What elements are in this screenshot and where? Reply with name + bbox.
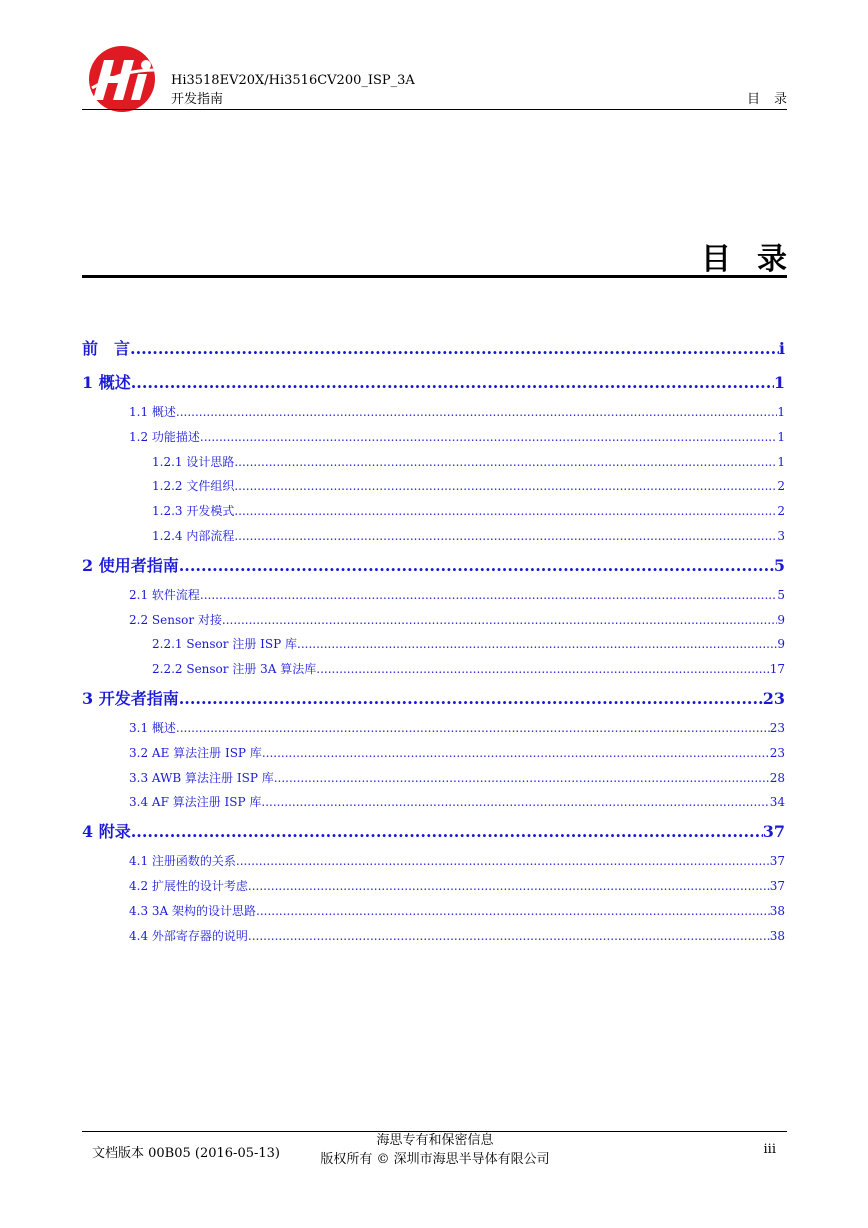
toc-leader-dots	[176, 716, 770, 741]
toc-entry-page: 28	[769, 770, 785, 785]
toc-entry[interactable]	[82, 450, 785, 475]
toc-leader-dots	[176, 400, 777, 425]
toc-leader-dots	[236, 849, 770, 874]
doc-version: 文档版本 00B05 (2016-05-13)	[92, 1146, 280, 1161]
toc-entry-label: 2.2 Sensor 对接	[129, 612, 222, 627]
toc-entry[interactable]	[82, 425, 785, 450]
toc-entry-label: 4.1 注册函数的关系	[129, 854, 236, 869]
toc-entry-page: 38	[769, 928, 785, 943]
toc-leader-dots	[234, 499, 777, 524]
toc-entry-page: 3	[777, 528, 785, 543]
toc-leader-dots	[200, 425, 777, 450]
toc-leader-dots	[234, 450, 777, 475]
toc-entry-page: 1	[777, 405, 785, 419]
toc-entry-page: 5	[777, 587, 785, 602]
toc-leader-dots	[234, 524, 777, 549]
table-of-contents	[82, 332, 785, 948]
toc-entry-page: 37	[762, 822, 785, 842]
toc-entry-label: 1.1 概述	[129, 405, 176, 419]
toc-entry-label: 3 开发者指南	[82, 688, 179, 708]
logo-graphic	[86, 44, 158, 114]
toc-entry-label: 2.2.2 Sensor 注册 3A 算法库	[152, 662, 317, 677]
toc-entry[interactable]	[82, 474, 785, 499]
toc-entry-page: 9	[777, 637, 785, 652]
title-rule	[82, 275, 787, 278]
toc-entry[interactable]	[82, 583, 785, 608]
toc-entry-label: 前 言	[82, 339, 131, 358]
hisilicon-logo	[86, 44, 158, 114]
toc-entry[interactable]	[82, 899, 785, 924]
toc-entry[interactable]	[82, 332, 785, 366]
toc-entry[interactable]	[82, 499, 785, 524]
toc-leader-dots	[262, 741, 770, 766]
page-title: 目录	[701, 242, 813, 277]
toc-leader-dots	[297, 632, 777, 657]
toc-leader-dots	[248, 874, 770, 899]
toc-entry-page: 23	[769, 720, 785, 735]
toc-entry-page: 38	[769, 903, 785, 918]
toc-entry[interactable]	[82, 657, 785, 682]
toc-entry-label: 4.2 扩展性的设计考虑	[129, 878, 248, 893]
toc-entry-page: 2	[777, 504, 785, 519]
toc-entry-page: 2	[777, 479, 785, 494]
toc-leader-dots	[234, 474, 777, 499]
toc-entry-label: 1 概述	[82, 373, 131, 392]
toc-entry-label: 2.1 软件流程	[129, 587, 200, 602]
toc-entry-label: 1.2.3 开发模式	[152, 504, 235, 519]
toc-entry-label: 4.3 3A 架构的设计思路	[129, 903, 257, 918]
toc-entry[interactable]	[82, 815, 785, 849]
toc-leader-dots	[261, 790, 769, 815]
toc-entry-label: 3.2 AE 算法注册 ISP 库	[129, 745, 262, 760]
toc-entry[interactable]	[82, 549, 785, 583]
toc-entry[interactable]	[82, 874, 785, 899]
page-number: iii	[763, 1142, 776, 1157]
toc-entry-label: 3.3 AWB 算法注册 ISP 库	[129, 770, 274, 785]
toc-entry-label: 4 附录	[82, 822, 131, 842]
toc-leader-dots	[222, 608, 777, 633]
toc-leader-dots	[274, 766, 770, 791]
toc-entry[interactable]	[82, 924, 785, 949]
toc-entry-page: 34	[769, 795, 785, 810]
confidential-notice: 海思专有和保密信息	[376, 1133, 494, 1148]
toc-entry[interactable]	[82, 741, 785, 766]
toc-entry[interactable]	[82, 716, 785, 741]
toc-entry-page: 23	[762, 688, 785, 708]
toc-entry-page: 1	[777, 429, 785, 444]
toc-leader-dots	[179, 682, 763, 716]
toc-leader-dots	[131, 366, 774, 400]
toc-entry-label: 2 使用者指南	[82, 555, 179, 575]
toc-entry-page: 17	[769, 662, 785, 677]
toc-entry[interactable]	[82, 849, 785, 874]
toc-entry-label: 3.1 概述	[129, 720, 176, 735]
toc-entry[interactable]	[82, 366, 785, 400]
toc-leader-dots	[248, 924, 770, 949]
header-rule	[82, 109, 787, 110]
toc-entry[interactable]	[82, 632, 785, 657]
footer-center	[300, 1131, 570, 1169]
toc-entry-page: 1	[777, 454, 785, 469]
doc-subtitle: 开发指南	[171, 92, 224, 107]
toc-entry-page: 37	[769, 854, 785, 869]
toc-entry[interactable]	[82, 524, 785, 549]
toc-leader-dots	[256, 899, 770, 924]
toc-entry-page: 37	[769, 878, 785, 893]
toc-entry-page: 1	[773, 373, 785, 392]
toc-entry-page: 9	[777, 612, 785, 627]
section-label: 目录	[746, 92, 801, 107]
toc-entry-page: i	[778, 339, 785, 358]
toc-entry[interactable]	[82, 766, 785, 791]
toc-leader-dots	[316, 657, 769, 682]
toc-leader-dots	[131, 815, 763, 849]
toc-entry-label: 3.4 AF 算法注册 ISP 库	[129, 795, 262, 810]
toc-entry-label: 1.2.4 内部流程	[152, 528, 235, 543]
toc-entry[interactable]	[82, 400, 785, 425]
doc-title: Hi3518EV20X/Hi3516CV200_ISP_3A	[171, 73, 415, 88]
toc-entry-page: 5	[773, 555, 785, 575]
toc-entry[interactable]	[82, 682, 785, 716]
toc-entry[interactable]	[82, 790, 785, 815]
toc-entry-page: 23	[769, 745, 785, 760]
toc-entry-label: 2.2.1 Sensor 注册 ISP 库	[152, 637, 297, 652]
toc-entry[interactable]	[82, 608, 785, 633]
toc-leader-dots	[200, 583, 777, 608]
toc-entry-label: 1.2 功能描述	[129, 429, 200, 444]
toc-entry-label: 4.4 外部寄存器的说明	[129, 928, 248, 943]
toc-leader-dots	[130, 332, 779, 366]
toc-leader-dots	[179, 549, 774, 583]
toc-entry-label: 1.2.1 设计思路	[152, 454, 235, 469]
toc-entry-label: 1.2.2 文件组织	[152, 479, 235, 494]
copyright-notice: 版权所有 © 深圳市海思半导体有限公司	[320, 1152, 550, 1167]
